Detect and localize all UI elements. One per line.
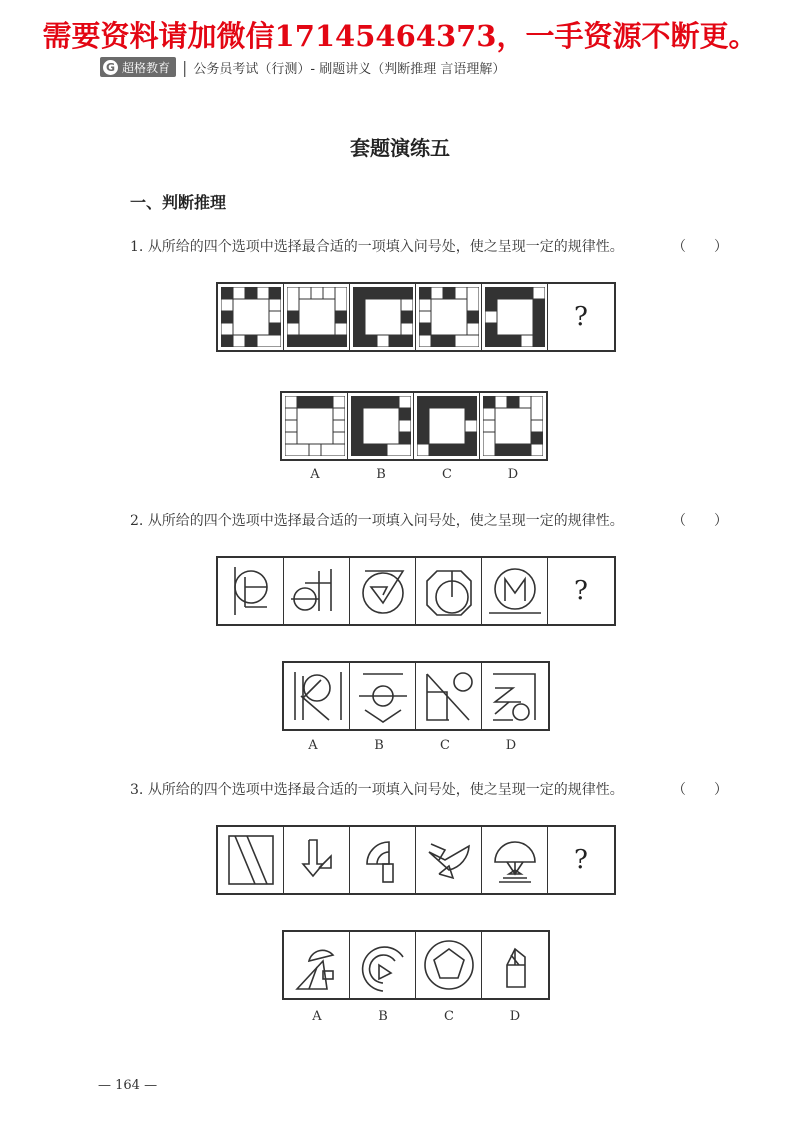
- q1-figure-1: [218, 284, 284, 350]
- logo-text: 超格教育: [122, 60, 171, 75]
- publisher-logo: [100, 57, 176, 77]
- q2-sequence: [216, 556, 616, 626]
- logo-mark-icon: G: [103, 60, 118, 75]
- option-label-a: A: [308, 738, 318, 753]
- answer-blank: （ ）: [672, 513, 728, 529]
- option-label-c: C: [442, 467, 452, 482]
- q1-figure-2: [284, 284, 350, 350]
- option-label-b: B: [378, 1009, 388, 1024]
- page-number: — 164 —: [98, 1078, 158, 1093]
- q1-options: [280, 391, 548, 461]
- q1-question-cell: [548, 284, 614, 350]
- q2-option-b[interactable]: [350, 663, 416, 729]
- question-1: [130, 236, 730, 256]
- option-label-c: C: [440, 738, 450, 753]
- q3-option-b[interactable]: [350, 932, 416, 998]
- q3-question-cell: [548, 827, 614, 893]
- header-separator: |: [182, 57, 188, 77]
- section-title: 一、判断推理: [130, 193, 227, 212]
- option-label-d: D: [507, 467, 519, 482]
- question-mark: ?: [574, 845, 588, 875]
- q3-option-labels: [284, 1009, 548, 1024]
- option-label-d: D: [509, 1009, 521, 1024]
- q1-option-b[interactable]: [348, 393, 414, 459]
- question-text: 从所给的四个选项中选择最合适的一项填入问号处，使之呈现一定的规律性。: [147, 513, 624, 529]
- q1-option-labels: [282, 467, 546, 482]
- q3-option-c[interactable]: [416, 932, 482, 998]
- q3-figure-3: [350, 827, 416, 893]
- q2-figure-5: [482, 558, 548, 624]
- q2-figure-4: [416, 558, 482, 624]
- page-title: 套题演练五: [350, 136, 450, 160]
- q1-figure-5: [482, 284, 548, 350]
- q3-options: [282, 930, 550, 1000]
- question-mark: ?: [574, 302, 588, 332]
- option-label-c: C: [444, 1009, 454, 1024]
- q1-figure-4: [416, 284, 482, 350]
- q2-question-cell: [548, 558, 614, 624]
- q2-option-c[interactable]: [416, 663, 482, 729]
- q2-figure-2: [284, 558, 350, 624]
- q1-figure-3: [350, 284, 416, 350]
- option-label-a: A: [310, 467, 320, 482]
- q3-option-a[interactable]: [284, 932, 350, 998]
- q2-option-labels: [280, 738, 544, 753]
- question-mark: ?: [574, 576, 588, 606]
- q2-options: [282, 661, 550, 731]
- q3-sequence: [216, 825, 616, 895]
- q3-figure-5: [482, 827, 548, 893]
- q2-figure-1: [218, 558, 284, 624]
- q2-figure-3: [350, 558, 416, 624]
- question-text: 从所给的四个选项中选择最合适的一项填入问号处，使之呈现一定的规律性。: [147, 239, 624, 255]
- q2-option-a[interactable]: [284, 663, 350, 729]
- option-label-b: B: [376, 467, 386, 482]
- question-text: 从所给的四个选项中选择最合适的一项填入问号处，使之呈现一定的规律性。: [147, 782, 624, 798]
- question-number: 2.: [130, 513, 144, 529]
- question-number: 1.: [130, 239, 144, 255]
- question-3: [130, 779, 730, 799]
- q3-figure-4: [416, 827, 482, 893]
- q3-figure-1: [218, 827, 284, 893]
- option-label-b: B: [374, 738, 384, 753]
- q3-option-d[interactable]: [482, 932, 548, 998]
- course-title: 公务员考试（行测）- 刷题讲义（判断推理 言语理解）: [193, 61, 506, 77]
- q2-option-d[interactable]: [482, 663, 548, 729]
- q1-option-d[interactable]: [480, 393, 546, 459]
- option-label-d: D: [505, 738, 517, 753]
- answer-blank: （ ）: [672, 239, 728, 255]
- page-header: [100, 56, 505, 78]
- question-2: [130, 510, 730, 530]
- question-number: 3.: [130, 782, 144, 798]
- q1-option-a[interactable]: [282, 393, 348, 459]
- q1-option-c[interactable]: [414, 393, 480, 459]
- q3-figure-2: [284, 827, 350, 893]
- answer-blank: （ ）: [672, 782, 728, 798]
- option-label-a: A: [312, 1009, 322, 1024]
- q1-sequence: [216, 282, 616, 352]
- watermark-banner: 需要资料请加微信17145464373，一手资源不断更。: [42, 19, 758, 53]
